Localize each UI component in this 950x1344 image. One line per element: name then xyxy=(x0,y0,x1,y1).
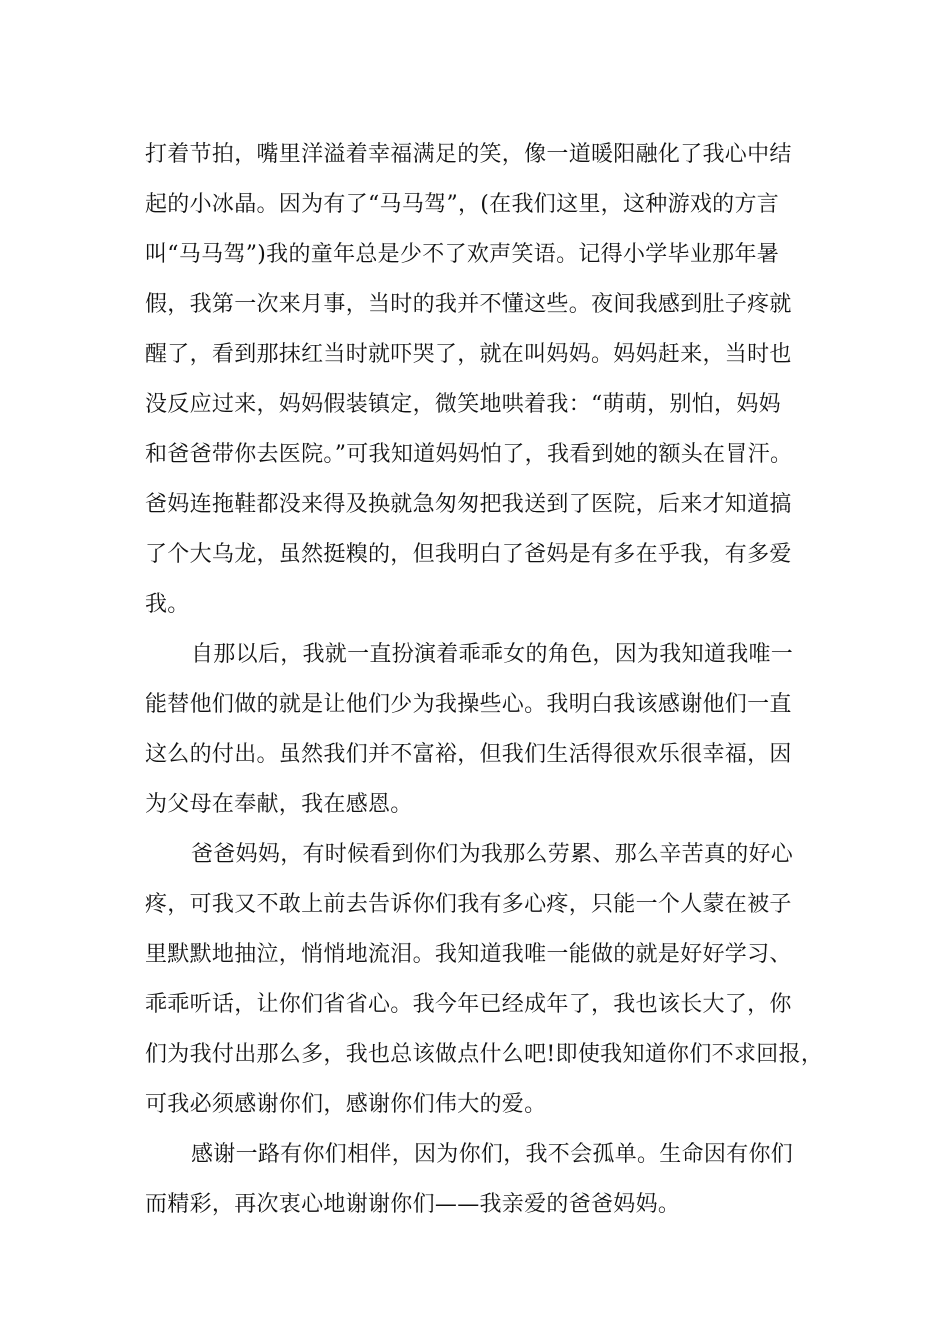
paragraph-start-line: 自那以后，我就一直扮演着乖乖女的角色，因为我知道我唯一 xyxy=(191,642,794,667)
text-line: 可我必须感谢你们，感谢你们伟大的爱。 xyxy=(145,1092,547,1117)
text-line: 这么的付出。虽然我们并不富裕，但我们生活得很欢乐很幸福，因 xyxy=(145,742,792,767)
text-line: 乖乖听话，让你们省省心。我今年已经成年了，我也该长大了，你 xyxy=(145,992,792,1017)
paragraph-start-line: 感谢一路有你们相伴，因为你们，我不会孤单。生命因有你们 xyxy=(191,1142,794,1167)
body-text xyxy=(145,130,825,1230)
text-line: 叫“马马驾”)我的童年总是少不了欢声笑语。记得小学毕业那年暑 xyxy=(145,242,780,267)
text-line: 们为我付出那么多，我也总该做点什么吧!即使我知道你们不求回报， xyxy=(145,1042,824,1067)
text-line: 爸妈连拖鞋都没来得及换就急匆匆把我送到了医院，后来才知道搞 xyxy=(145,492,792,517)
text-line: 和爸爸带你去医院。”可我知道妈妈怕了，我看到她的额头在冒汗。 xyxy=(145,442,793,467)
text-line: 打着节拍，嘴里洋溢着幸福满足的笑，像一道暖阳融化了我心中结 xyxy=(145,142,792,167)
text-line: 而精彩，再次衷心地谢谢你们——我亲爱的爸爸妈妈。 xyxy=(145,1192,681,1217)
text-line: 了个大乌龙，虽然挺糗的，但我明白了爸妈是有多在乎我，有多爱 xyxy=(145,542,792,567)
text-line: 假，我第一次来月事，当时的我并不懂这些。夜间我感到肚子疼就 xyxy=(145,292,792,317)
text-line: 我。 xyxy=(145,592,190,617)
text-line: 醒了，看到那抹红当时就吓哭了，就在叫妈妈。妈妈赶来，当时也 xyxy=(145,342,792,367)
text-line: 为父母在奉献，我在感恩。 xyxy=(145,792,413,817)
text-line: 里默默地抽泣，悄悄地流泪。我知道我唯一能做的就是好好学习、 xyxy=(145,942,792,967)
text-line: 能替他们做的就是让他们少为我操些心。我明白我该感谢他们一直 xyxy=(145,692,792,717)
paragraph-start-line: 爸爸妈妈，有时候看到你们为我那么劳累、那么辛苦真的好心 xyxy=(191,842,794,867)
text-line: 起的小冰晶。因为有了“马马驾”，(在我们这里，这种游戏的方言 xyxy=(145,192,780,217)
text-line: 疼，可我又不敢上前去告诉你们我有多心疼，只能一个人蒙在被子 xyxy=(145,892,792,917)
text-line: 没反应过来，妈妈假装镇定，微笑地哄着我：“萌萌，别怕，妈妈 xyxy=(145,392,781,417)
